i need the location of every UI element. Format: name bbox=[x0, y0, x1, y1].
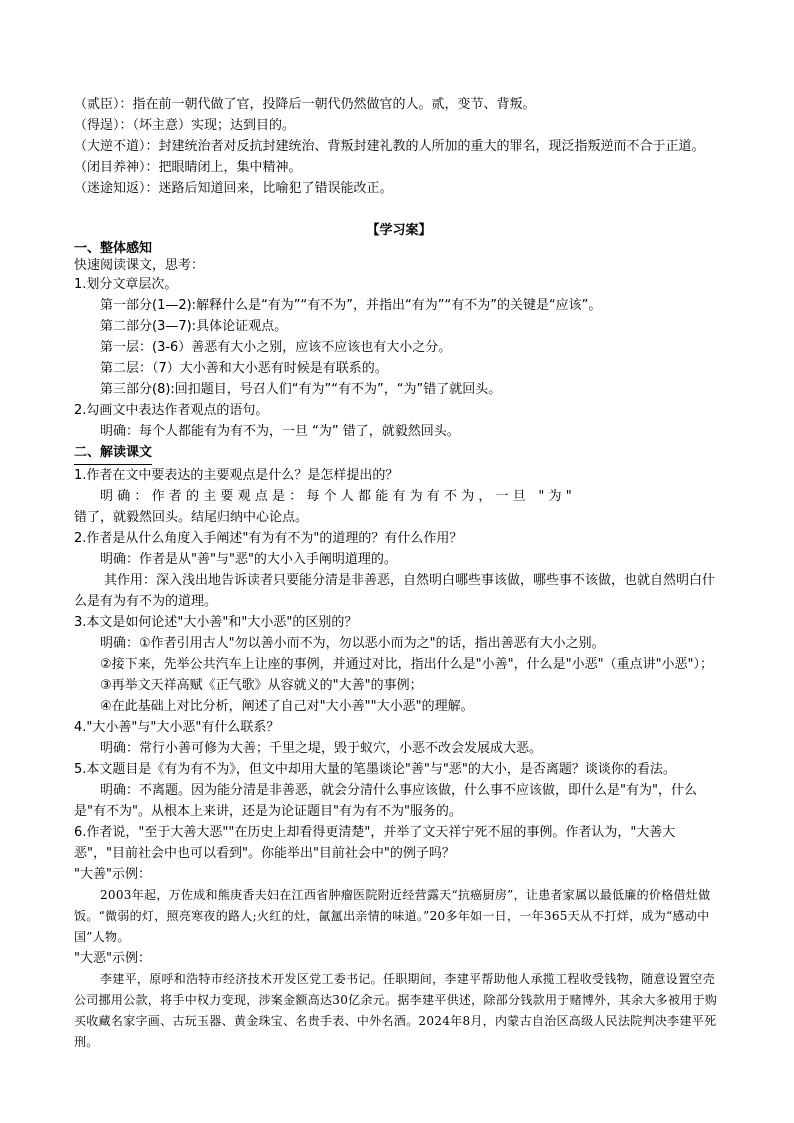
part2-answer-1b: 错了，就毅然回头。结尾归纳中心论点。 bbox=[74, 510, 309, 525]
part1-heading: 一、整体感知 bbox=[74, 241, 153, 256]
structure-line: 第一层：(3-6）善恶有大小之别，应该不应该也有大小之分。 bbox=[100, 340, 452, 355]
part2-answer-1a: 明确：作者的主要观点是：每个人都能有为有不为，一旦 "为" bbox=[100, 489, 576, 504]
part1-question-2: 2.勾画文中表达作者观点的语句。 bbox=[74, 403, 269, 418]
part2-question-1: 1.作者在文中要表达的主要观点是什么？是怎样提出的？ bbox=[74, 468, 399, 483]
bad-example-text: 李建平，原呼和浩特市经济技术开发区党工委书记。任职期间，李建平帮助他人承揽工程收受钱物，随意设置空壳公司挪用公款，将手中权力变现，涉案金额高达30亿余元。据李建平供述，除部分钱款用于赌博外，其余大多被用于购买收藏名家字画、古玩玉器、黄金珠宝、名贵手表、中外名酒。2024年8月，内蒙古自治区高级人民法院判决李建平死刑。 bbox=[74, 972, 718, 1049]
part2-answer-4: 明确：常行小善可修为大善；千里之堤，毁于蚁穴，小恶不改会发展成大恶。 bbox=[100, 741, 543, 756]
vocab-item: （贰臣）：指在前一朝代做了官，投降后一朝代仍然做官的人。贰，变节、背叛。 bbox=[74, 97, 536, 112]
structure-line: 第三部分(8):回扣题目，号召人们“有为”“有不为”，“为”错了就回头。 bbox=[100, 382, 502, 397]
part2-answer-3a: 明确：①作者引用古人"勿以善小而不为，勿以恶小而为之"的话，指出善恶有大小之别。 bbox=[100, 636, 605, 651]
vocab-item: （闭目养神）：把眼睛闭上，集中精神。 bbox=[74, 160, 302, 175]
part2-answer-2a: 明确：作者是从"善"与"恶"的大小入手阐明道理的。 bbox=[100, 552, 397, 567]
vocab-list bbox=[74, 94, 724, 199]
structure-line: 第一部分(1—2):解释什么是“有为”“有不为”，并指出“有为”“有不为”的关键是“应该”。 bbox=[100, 298, 602, 313]
part2-question-3: 3.本文是如何论述"大小善"和"大小恶"的区别的？ bbox=[74, 615, 358, 630]
section-title: 【学习案】 bbox=[366, 223, 432, 238]
part2-answer-3d: ④在此基础上对比分析，阐述了自己对"大小善""大小恶"的理解。 bbox=[100, 699, 474, 714]
part2-answer-5: 明确：不离题。因为能分清是非善恶，就会分清什么事应该做，什么事不应该做，即什么是"有为"，什么是"有不为"。从根本上来讲，还是为论证题目"有为有不为"服务的。 bbox=[74, 783, 697, 819]
part2-question-5: 5.本文题目是《有为有不为》，但文中却用大量的笔墨谈论"善"与"恶"的大小，是否离题？谈谈你的看法。 bbox=[74, 762, 676, 777]
good-example-text: 2003年起，万佐成和熊庚香夫妇在江西省肿瘤医院附近经营露天“抗癌厨房”，让患者家属以最低廉的价格借灶做饭。“微弱的灯，照亮寒夜的路人;火红的灶，氤氲出亲情的味道。”20多年如一日，一年365天从不打烊，成为“感动中国”人物。 bbox=[74, 888, 711, 944]
part2-heading-text: 二、解读课文 bbox=[74, 442, 152, 465]
part2-heading bbox=[74, 442, 724, 465]
bad-example-label: "大恶"示例： bbox=[74, 951, 151, 966]
good-example-label: "大善"示例： bbox=[74, 867, 151, 882]
vocab-item: （大逆不道）：封建统治者对反抗封建统治、背叛封建礼教的人所加的重大的罪名，现泛指叛逆而不合于正道。 bbox=[74, 139, 705, 154]
part2-question-2: 2.作者是从什么角度入手阐述"有为有不为"的道理的？有什么作用？ bbox=[74, 531, 463, 546]
document-page bbox=[74, 94, 724, 1053]
part1-question-1: 1.划分文章层次。 bbox=[74, 277, 178, 292]
vocab-item: （得逞）：（坏主意）实现；达到目的。 bbox=[74, 118, 296, 133]
structure-line: 第二部分(3—7):具体论证观点。 bbox=[100, 319, 288, 334]
part1-intro: 快速阅读课文，思考： bbox=[74, 258, 205, 273]
part2-question-4: 4."大小善"与"大小恶"有什么联系？ bbox=[74, 720, 280, 735]
part2-answer-3b: ②接下来，先举公共汽车上让座的事例，并通过对比，指出什么是"小善"，什么是"小恶"（重点讲"小恶"）； bbox=[100, 657, 714, 672]
part1-answer-2: 明确：每个人都能有为有不为，一旦 “为” 错了，就毅然回头。 bbox=[100, 424, 460, 439]
structure-line: 第二层：（7）大小善和大小恶有时候是有联系的。 bbox=[100, 361, 388, 376]
part2-answer-3c: ③再举文天祥高赋《正气歌》从容就义的"大善"的事例； bbox=[100, 678, 423, 693]
vocab-item: （迷途知返）：迷路后知道回来，比喻犯了错误能改正。 bbox=[74, 181, 393, 196]
part2-answer-2b: 其作用：深入浅出地告诉读者只要能分清是非善恶，自然明白哪些事该做，哪些事不该做，也就自然明白什么是有为有不为的道理。 bbox=[74, 573, 716, 609]
part2-question-6: 6.作者说，"至于大善大恶""在历史上却看得更清楚"，并举了文天祥宁死不屈的事例。作者认为，"大善大恶"，"目前社会中也可以看到"。你能举出"目前社会中"的例子吗？ bbox=[74, 825, 676, 861]
